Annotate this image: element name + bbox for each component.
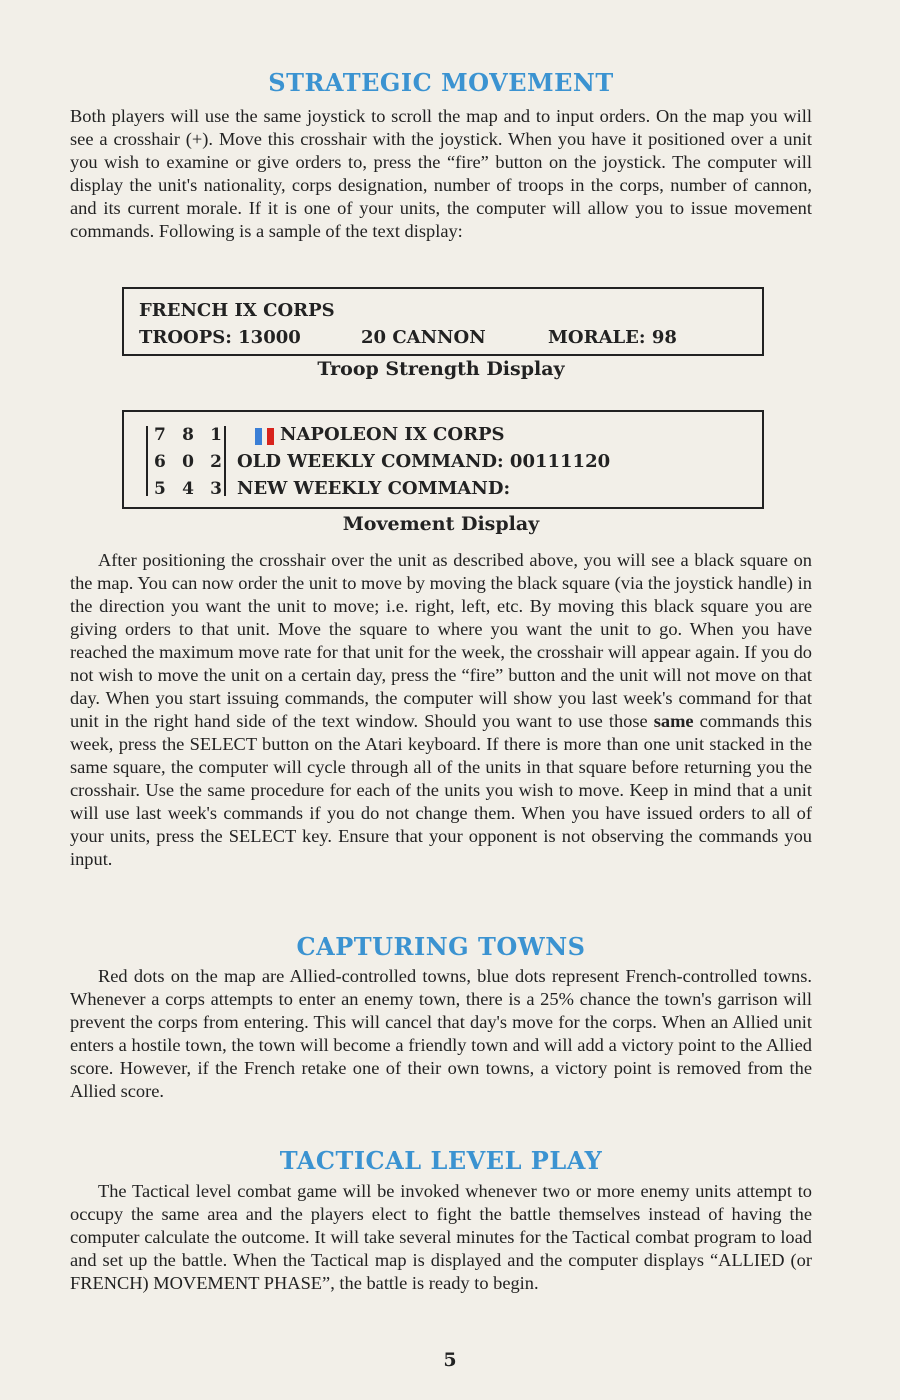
- heading-strategic-movement: STRATEGIC MOVEMENT: [268, 68, 614, 97]
- keypad-key: 8: [182, 425, 194, 445]
- old-weekly-command: OLD WEEKLY COMMAND: 00111120: [237, 451, 611, 472]
- movement-display-box: [122, 410, 764, 509]
- troop-strength-display-box: [122, 287, 764, 356]
- keypad-key: 0: [182, 452, 194, 472]
- troop-count: TROOPS: 13000: [139, 327, 301, 348]
- heading-tactical-level-play: TACTICAL LEVEL PLAY: [279, 1146, 603, 1175]
- page-number: 5: [443, 1349, 457, 1371]
- paragraph-part-2: commands this week, press the SELECT button on the Atari keyboard. If there is more than one unit stacked in the same square, the computer will cycle through all of the units in that square before returning you the crosshair. Use the same procedure for each of the units you wish to move. Keep in mind that a unit will use last week's commands if you do not change them. When you have issued orders to all of your units, press the SELECT key. Ensure that your opponent is not observing the commands you input.: [70, 711, 813, 869]
- emphasis-same: same: [653, 711, 694, 731]
- keypad-key: 7: [154, 425, 166, 445]
- paragraph-after-positioning: [70, 549, 812, 871]
- keypad-key: 6: [154, 452, 166, 472]
- keypad-row-1: [154, 425, 222, 445]
- keypad-left-bar: [146, 426, 148, 496]
- paragraph-strategic-movement: Both players will use the same joystick to scroll the map and to input orders. On the map you will see a crosshair (+). Move this crosshair with the joystick. When you have it positioned over a unit you wish to examine or give orders to, press the “fire” button on the joystick. The computer will display the unit's nationality, corps designation, number of troops in the corps, number of cannon, and its current morale. If it is one of your units, the computer will allow you to issue movement commands. Following is a sample of the text display:: [70, 106, 812, 241]
- paragraph-part-1: After positioning the crosshair over the unit as described above, you will see a black square on the map. You can now order the unit to move by moving the black square (via the joystick handle) in the direction you want the unit to move; i.e. right, left, etc. By moving this black square you are giving orders to that unit. Move the square to where you want the unit to go. When you have reached the maximum move rate for that unit for the week, the crosshair will appear again. If you do not wish to move the unit on a certain day, press the “fire” button and the unit will not move on that day. When you start issuing commands, the computer will show you last week's command for that unit in the right hand side of the text window. Should you want to use those: [70, 550, 812, 731]
- keypad-row-2: [154, 452, 222, 472]
- french-flag-red-icon: [267, 428, 274, 445]
- keypad-key: 5: [154, 479, 166, 499]
- troop-corps-name: FRENCH IX CORPS: [139, 300, 335, 321]
- morale-value: MORALE: 98: [548, 327, 677, 348]
- movement-display-caption: Movement Display: [342, 513, 540, 535]
- cannon-count: 20 CANNON: [361, 327, 486, 348]
- paragraph-capturing-towns: Red dots on the map are Allied-controlled towns, blue dots represent French-controlled towns. Whenever a corps attempts to enter an enemy town, there is a 25% chance the town's garrison will prevent the corps from entering. This will cancel that day's move for the corps. When an Allied unit enters a hostile town, the town will become a friendly town and will add a victory point to the Allied score. However, if the French retake one of their own towns, a victory point is removed from the Allied score.: [70, 966, 812, 1101]
- keypad-key: 2: [210, 452, 222, 472]
- french-flag-blue-icon: [255, 428, 262, 445]
- keypad-row-3: [154, 479, 222, 499]
- direction-keypad: [146, 422, 226, 500]
- new-weekly-command: NEW WEEKLY COMMAND:: [237, 478, 511, 499]
- troop-strength-caption: Troop Strength Display: [317, 358, 565, 380]
- movement-unit-name: NAPOLEON IX CORPS: [280, 424, 505, 445]
- paragraph-tactical-level-play: The Tactical level combat game will be invoked whenever two or more enemy units attempt to occupy the same area and the players elect to fight the battle themselves instead of having the computer calculate the outcome. It will take several minutes for the Tactical combat program to load and set up the battle. When the Tactical map is displayed and the computer displays “ALLIED (or FRENCH) MOVEMENT PHASE”, the battle is ready to begin.: [70, 1181, 812, 1293]
- heading-capturing-towns: CAPTURING TOWNS: [296, 932, 586, 961]
- keypad-key: 3: [210, 479, 222, 499]
- keypad-key: 1: [210, 425, 222, 445]
- keypad-key: 4: [182, 479, 194, 499]
- keypad-right-bar: [224, 426, 226, 496]
